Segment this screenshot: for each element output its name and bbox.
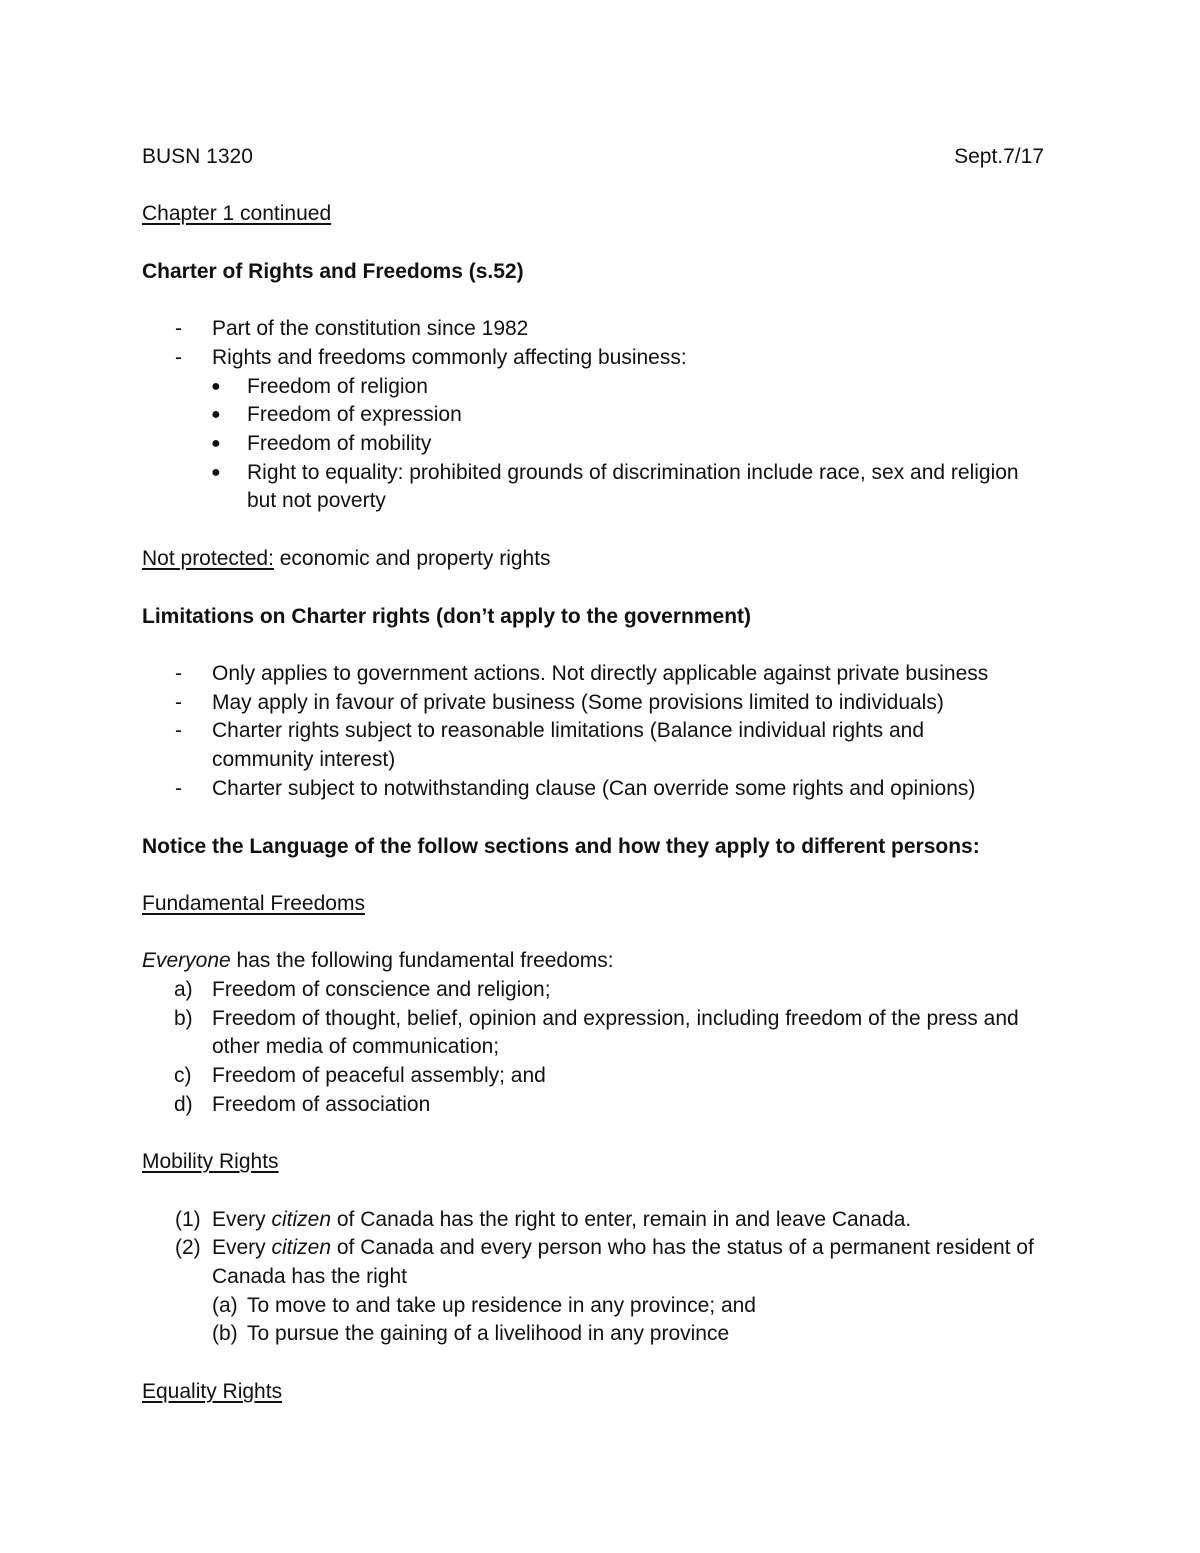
bullet-icon: ● [211,435,221,452]
freedom-item-continued: other media of communication; [212,1035,500,1058]
limitation-item: Charter subject to notwithstanding clause (Can override some rights and opinions) [212,777,976,800]
subclause-label: (b) [212,1322,238,1345]
dash-marker: - [175,719,182,742]
limitations-heading: Limitations on Charter rights (don’t apply to the government) [142,605,752,628]
bullet-icon: ● [211,464,221,481]
dash-marker: - [175,777,182,800]
charter-point: Part of the constitution since 1982 [212,317,529,340]
dash-marker: - [175,346,182,369]
fundamental-freedoms-heading: Fundamental Freedoms [142,892,365,915]
subclause-label: (a) [212,1294,238,1317]
chapter-heading: Chapter 1 continued [142,202,332,225]
item-label: c) [174,1064,192,1087]
dash-marker: - [175,317,182,340]
mobility-text: of Canada has the right to enter, remain in and leave Canada. [331,1208,912,1231]
dash-marker: - [175,662,182,685]
course-code: BUSN 1320 [142,145,253,168]
mobility-text: Every [212,1236,272,1259]
charter-bullet: Right to equality: prohibited grounds of discrimination include race, sex and religion [247,461,1019,484]
mobility-text: Every [212,1208,272,1231]
not-protected-line [142,545,551,573]
freedom-item: Freedom of association [212,1093,431,1116]
not-protected-label: Not protected: [142,547,274,570]
bullet-icon: ● [211,406,221,423]
bullet-icon: ● [211,378,221,395]
dash-marker: - [175,691,182,714]
charter-heading: Charter of Rights and Freedoms (s.52) [142,260,524,283]
limitation-item: Charter rights subject to reasonable limitations (Balance individual rights and [212,719,925,742]
citizen-emphasis: citizen [271,1236,332,1259]
freedom-item: Freedom of thought, belief, opinion and expression, including freedom of the press and [212,1007,1019,1030]
clause-label: (1) [175,1208,201,1231]
lecture-date: Sept.7/17 [954,145,1044,168]
freedom-item: Freedom of conscience and religion; [212,978,551,1001]
fundamental-intro-rest: has the following fundamental freedoms: [230,949,614,972]
equality-rights-heading: Equality Rights [142,1380,283,1403]
charter-point: Rights and freedoms commonly affecting business: [212,346,687,369]
item-label: b) [174,1007,193,1030]
mobility-subclause: To move to and take up residence in any province; and [247,1294,756,1317]
item-label: a) [174,978,193,1001]
limitation-item-continued: community interest) [212,748,396,771]
charter-bullet-continued: but not poverty [247,489,386,512]
mobility-rights-heading: Mobility Rights [142,1150,279,1173]
charter-bullet: Freedom of mobility [247,432,432,455]
citizen-emphasis: citizen [271,1208,332,1231]
mobility-clause-continued: Canada has the right [212,1265,407,1288]
charter-bullet: Freedom of religion [247,375,428,398]
mobility-clause [212,1234,1034,1262]
fundamental-intro [142,947,614,975]
notice-heading: Notice the Language of the follow sections and how they apply to different persons: [142,835,980,858]
limitation-item: Only applies to government actions. Not directly applicable against private business [212,662,989,685]
mobility-subclause: To pursue the gaining of a livelihood in any province [247,1322,730,1345]
charter-bullet: Freedom of expression [247,403,462,426]
freedom-item: Freedom of peaceful assembly; and [212,1064,546,1087]
clause-label: (2) [175,1236,201,1259]
item-label: d) [174,1093,193,1116]
everyone-emphasis: Everyone [142,949,231,972]
limitation-item: May apply in favour of private business (Some provisions limited to individuals) [212,691,944,714]
mobility-clause [212,1206,911,1234]
not-protected-text: economic and property rights [273,547,551,570]
mobility-text: of Canada and every person who has the status of a permanent resident of [331,1236,1034,1259]
